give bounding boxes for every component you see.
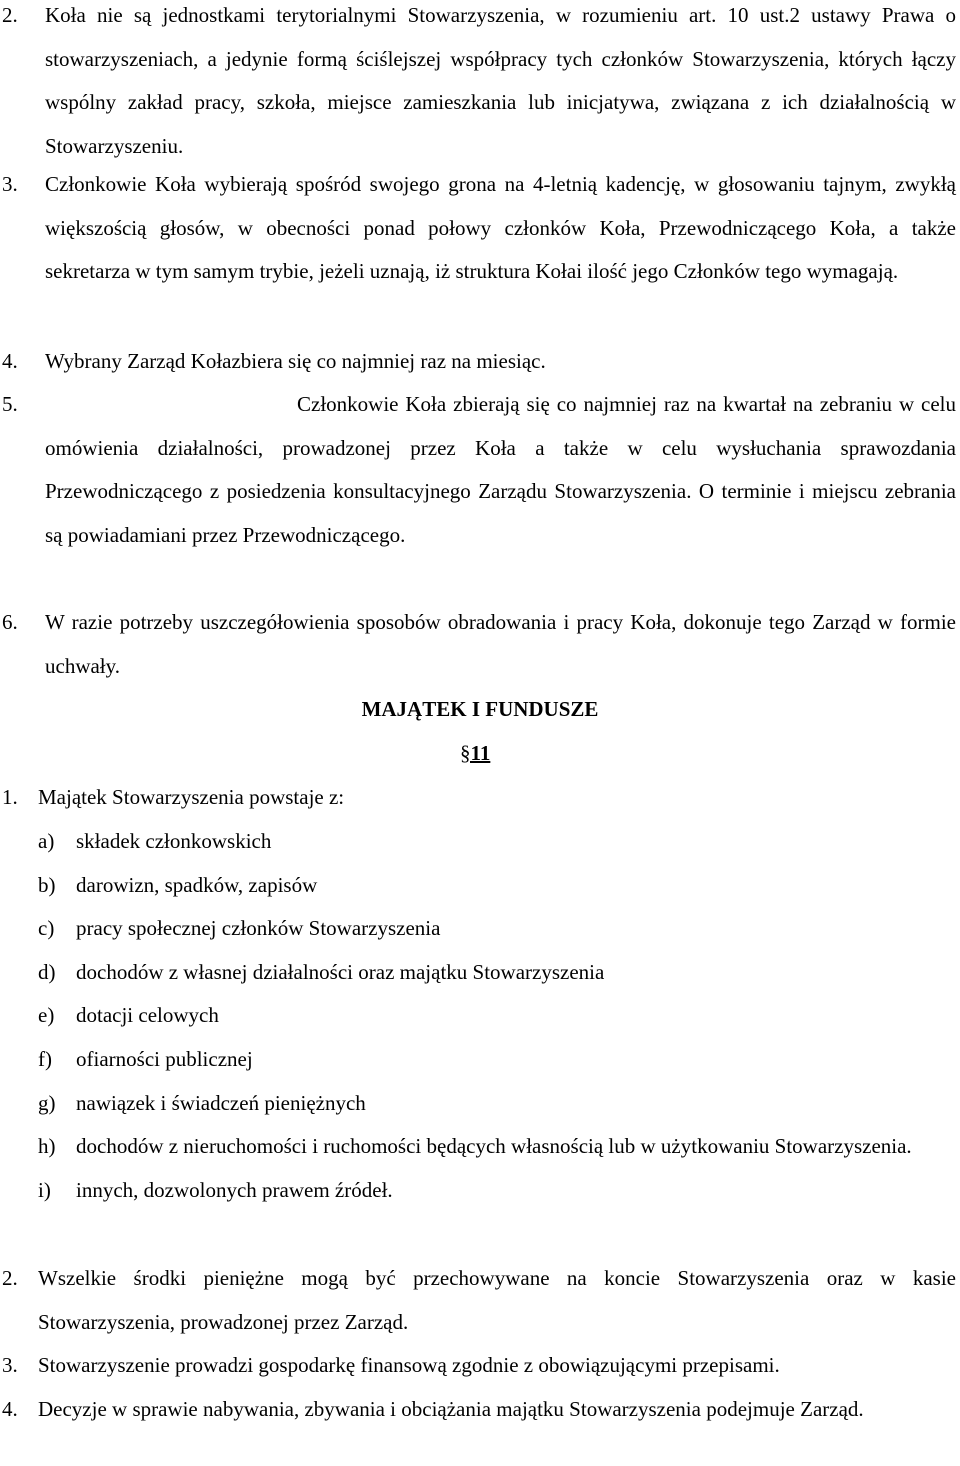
paragraph-text: Stowarzyszenie prowadzi gospodarkę finansową zgodnie z obowiązującymi przepisami. [38,1353,780,1377]
paragraph-number: 1. [2,785,18,809]
assets-intro [0,776,960,820]
paragraph-2b [0,1257,960,1344]
list-item [0,907,960,951]
list-text: innych, dozwolonych prawem źródeł. [76,1177,393,1202]
paragraph-text: Majątek Stowarzyszenia powstaje z: [38,785,345,809]
list-item [0,951,960,995]
list-item [0,1125,960,1169]
paragraph-number: 2. [2,1266,18,1290]
paragraph-number: 5. [2,392,18,416]
list-text: dochodów z nieruchomości i ruchomości będących własnością lub w użytkowaniu Stowarzyszenia. [76,1134,912,1159]
list-item [0,1038,960,1082]
list-letter: i) [38,1177,51,1202]
paragraph-number: 6. [2,610,18,634]
paragraph-text: Członkowie Koła wybierają spośród swojego grona na 4-letnią kadencję, w głosowaniu tajnym, zwykłą większością głosów, w obecności ponad połowy członków Koła, Przewodniczącego Koła, a także sekretarza w tym samym trybie, jeżeli uznają, iż struktura Kołai ilość jego Członków tego wymagają. [45,172,956,284]
list-letter: a) [38,829,55,853]
paragraph-6 [0,601,960,688]
list-text: nawiązek i świadczeń pieniężnych [76,1090,366,1115]
paragraph-text: W razie potrzeby uszczegółowienia sposobów obradowania i pracy Koła, dokonuje tego Zarząd w formie uchwały. [45,610,956,678]
paragraph-number: 4. [2,349,18,373]
list-text: dotacji celowych [76,1003,219,1028]
paragraph-number: 3. [2,172,18,196]
paragraph-4 [0,340,960,384]
list-text: dochodów z własnej działalności oraz majątku Stowarzyszenia [76,959,605,984]
paragraph-text: Członkowie Koła zbierają się co najmniej raz na kwartał na zebraniu w celu omówienia działalności, prowadzonej przez Koła a także w celu wysłuchania sprawozdania Przewodniczącego z posiedzenia konsultacyjnego Zarządu Stowarzyszenia. O terminie i miejscu zebrania są powiadamiani przez Przewodniczącego. [45,392,956,547]
list-item [0,820,960,864]
section-sign: § [460,741,471,765]
list-text: składek członkowskich [76,829,272,853]
section-number-value: 11 [470,741,491,765]
list-letter: h) [38,1134,56,1159]
paragraph-text: Wszelkie środki pieniężne mogą być przechowywane na koncie Stowarzyszenia oraz w kasie Stowarzyszenia, prowadzonej przez Zarząd. [38,1266,956,1334]
paragraph-3 [0,163,960,294]
list-letter: f) [38,1046,52,1071]
section-heading: MAJĄTEK I FUNDUSZE [361,697,599,721]
section-number [460,732,490,776]
paragraph-3b [0,1344,960,1388]
paragraph-text: Wybrany Zarząd Kołazbiera się co najmniej raz na miesiąc. [45,349,546,373]
list-letter: e) [38,1003,55,1028]
list-letter: b) [38,872,56,897]
paragraph-number: 4. [2,1397,18,1421]
paragraph-5 [0,383,960,557]
paragraph-4b [0,1388,960,1432]
list-text: ofiarności publicznej [76,1046,253,1071]
list-item [0,994,960,1038]
paragraph-number: 2. [2,3,18,27]
paragraph-number: 3. [2,1353,18,1377]
paragraph-text: Decyzje w sprawie nabywania, zbywania i obciążania majątku Stowarzyszenia podejmuje Zarząd. [38,1397,864,1421]
list-letter: d) [38,959,56,984]
list-letter: c) [38,916,55,941]
list-item [0,864,960,908]
list-item [0,1082,960,1126]
paragraph-2 [0,0,960,168]
list-text: darowizn, spadków, zapisów [76,872,318,897]
list-item [0,1169,960,1213]
list-text: pracy społecznej członków Stowarzyszenia [76,916,441,941]
paragraph-text: Koła nie są jednostkami terytorialnymi Stowarzyszenia, w rozumieniu art. 10 ust.2 ustawy Prawa o stowarzyszeniach, a jedynie formą ściślejszej współpracy tych członków Stowarzyszenia, których łączy wspólny zakład pracy, szkoła, miejsce zamieszkania lub inicjatywa, związana z ich działalnością w Stowarzyszeniu. [45,3,956,158]
assets-list [0,820,960,1212]
list-letter: g) [38,1090,56,1115]
